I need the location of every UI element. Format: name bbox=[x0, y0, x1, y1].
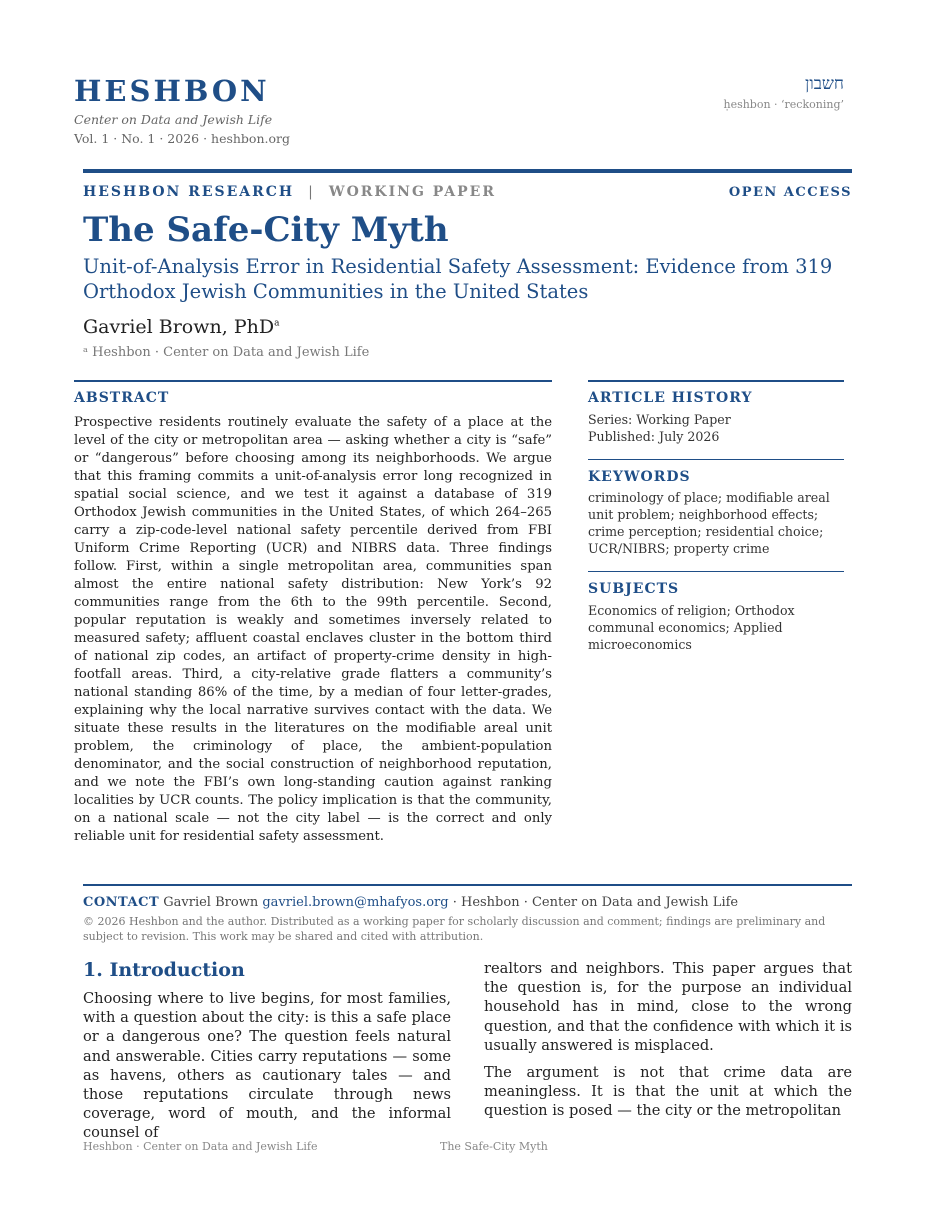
subjects-list: Economics of religion; Orthodox communal economics; Applied microeconomics bbox=[588, 603, 795, 652]
author-name: Gavriel Brown, PhD bbox=[83, 316, 275, 338]
history-heading: ARTICLE HISTORY bbox=[588, 390, 753, 406]
author-affiliation: ᵃ Heshbon · Center on Data and Jewish Life bbox=[83, 345, 370, 360]
history-series: Series: Working Paper bbox=[588, 412, 731, 427]
abstract-heading: ABSTRACT bbox=[74, 390, 170, 406]
open-access-badge: OPEN ACCESS bbox=[728, 185, 852, 200]
footer-running-title: The Safe-City Myth bbox=[440, 1140, 548, 1153]
author-affiliation-marker: a bbox=[274, 318, 280, 329]
paper-type: WORKING PAPER bbox=[328, 184, 496, 200]
contact-name: Gavriel Brown bbox=[163, 895, 259, 910]
keywords-list: criminology of place; modifiable areal unit problem; neighborhood effects; crime perception; residential choice; UCR/NIBRS; property crime bbox=[588, 490, 830, 556]
subjects-rule bbox=[588, 571, 844, 572]
contact-label: CONTACT bbox=[83, 895, 160, 910]
keywords-heading: KEYWORDS bbox=[588, 469, 691, 485]
article-title: The Safe-City Myth bbox=[83, 210, 449, 250]
body-paragraph: realtors and neighbors. This paper argues that the question is, for the purpose an individual household has in mind, close to the wrong question, and that the confidence with which it is usually answered is misplaced. bbox=[484, 960, 852, 1054]
history-rule bbox=[588, 380, 844, 382]
wordmark-gloss: ḥeshbon · ‘reckoning’ bbox=[723, 98, 844, 111]
contact-organization: · Heshbon · Center on Data and Jewish Life bbox=[452, 895, 739, 910]
contact-rule bbox=[83, 884, 852, 886]
footer-journal: Heshbon · Center on Data and Jewish Life bbox=[83, 1140, 318, 1153]
abstract-rule bbox=[74, 380, 552, 382]
article-subtitle: Unit-of-Analysis Error in Residential Safety Assessment: Evidence from 319 Orthodox Jewish Communities in the United States bbox=[83, 255, 833, 303]
subjects-heading: SUBJECTS bbox=[588, 581, 680, 597]
abstract-text: Prospective residents routinely evaluate the safety of a place at the level of the city or metropolitan area — asking whether a city is “safe” or “dangerous” before choosing among its neighborhoods. We argue that this framing commits a unit-of-analysis error long recognized in spatial social science, and we test it against a database of 319 Orthodox Jewish communities in the United States, of which 264–265 carry a zip-code-level national safety percentile derived from FBI Uniform Crime Reporting (UCR) and NIBRS data. Three findings follow. First, within a single metropolitan area, communities span almost the entire national safety distribution: New York’s 92 communities range from the 6th to the 99th percentile. Second, popular reputation is weakly and sometimes inversely related to measured safety; affluent coastal enclaves cluster in the bottom third of national zip codes, an artifact of property-crime density in high-footfall areas. Third, a city-relative grade flatters a community’s national standing 86% of the time, by a median of four letter-grades, explaining why the local narrative survives contact with the data. We situate these results in the literatures on the modifiable areal unit problem, the criminology of place, the ambient-population denominator, and the social construction of neighborhood reputation, and we note the FBI’s own long-standing caution against ranking localities by UCR counts. The policy implication is that the community, on a national scale — not the city label — is the correct and only reliable unit for residential safety assessment. bbox=[74, 415, 552, 844]
license-note: © 2026 Heshbon and the author. Distributed as a working paper for scholarly discussion and comment; findings are preliminary and subject to revision. This work may be shared and cited with attribution. bbox=[83, 915, 826, 943]
series-label: HESHBON RESEARCH bbox=[83, 184, 295, 200]
body-column-right bbox=[484, 959, 852, 1121]
series-line bbox=[83, 184, 496, 200]
keywords-rule bbox=[588, 459, 844, 460]
journal-tagline: Center on Data and Jewish Life bbox=[74, 112, 273, 127]
hebrew-wordmark: חשבון bbox=[805, 74, 844, 94]
contact-email-link[interactable]: gavriel.brown@mhafyos.org bbox=[262, 895, 449, 910]
author-line bbox=[83, 316, 279, 338]
contact-line bbox=[83, 895, 738, 910]
body-paragraph: The argument is not that crime data are meaningless. It is that the unit at which the question is posed — the city or the metropolitan bbox=[484, 1064, 852, 1120]
section-heading: 1. Introduction bbox=[83, 959, 245, 981]
series-separator: | bbox=[308, 184, 315, 200]
volume-line: Vol. 1 · No. 1 · 2026 · heshbon.org bbox=[74, 131, 290, 146]
header-rule bbox=[83, 169, 852, 173]
body-column-left bbox=[83, 989, 451, 1142]
body-paragraph: Choosing where to live begins, for most families, with a question about the city: is this a safe place or a dangerous one? The question feels natural and answerable. Cities carry reputations — some as havens, others as cautionary tales — and those reputations circulate through news coverage, word of mouth, and the informal counsel of bbox=[83, 990, 451, 1142]
history-published: Published: July 2026 bbox=[588, 429, 720, 444]
journal-brand: HESHBON bbox=[74, 74, 270, 108]
